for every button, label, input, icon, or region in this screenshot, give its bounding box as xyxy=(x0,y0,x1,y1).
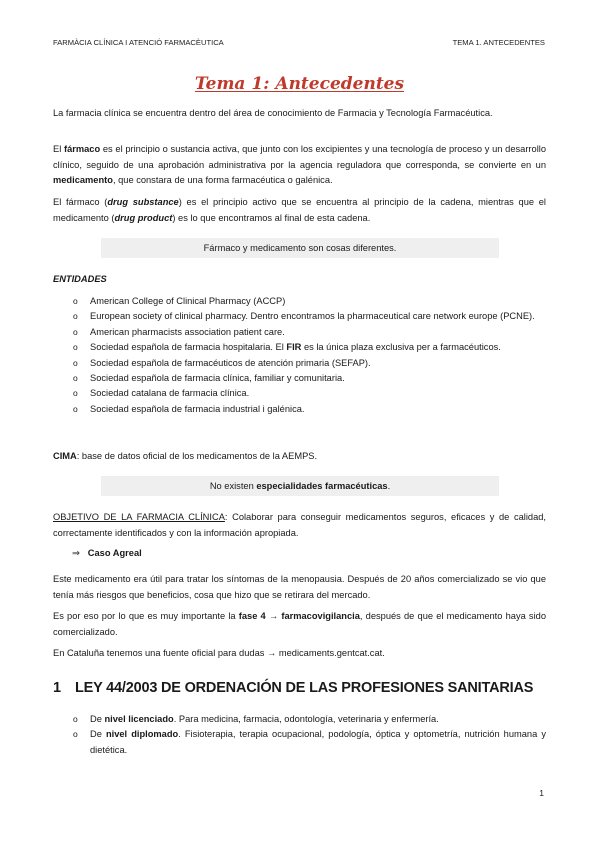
caso-agreal-item: ⇒ Caso Agreal xyxy=(72,548,142,558)
objetivo-paragraph: OBJETIVO DE LA FARMACIA CLÍNICA: Colaborar para conseguir medicamentos seguros, eficaces y de calidad, correctamente identificados y con la información apropiada. xyxy=(53,512,547,538)
running-header-right: TEMA 1. ANTECEDENTES xyxy=(452,38,545,47)
list-item: o De nivel diplomado. Fisioterapia, terapia ocupacional, podología, óptica y optometría, nutrición humana y dietética. xyxy=(66,727,546,758)
entidades-heading: ENTIDADES xyxy=(53,274,107,284)
list-item: o Sociedad española de farmacéuticos de atención primaria (SEFAP). xyxy=(66,356,546,371)
double-arrow-icon: ⇒ xyxy=(72,548,80,558)
section-heading: 1 LEY 44/2003 DE ORDENACIÓN DE LAS PROFESIONES SANITARIAS xyxy=(53,680,534,696)
page-number: 1 xyxy=(539,788,544,798)
running-header-left: FARMÀCIA CLÍNICA I ATENCIÓ FARMACÈUTICA xyxy=(53,38,224,47)
page-title: Tema 1: Antecedentes xyxy=(194,74,405,94)
entidades-list xyxy=(66,294,546,417)
farmaco-paragraph: El fármaco es el principio o sustancia activa, que junto con los excipientes y una tecnología de proceso y un desarrollo clínico, seguido de una aprobación administrativa por la agencia reguladora que corresponda, se convierte en un medicamento, que constara de una forma farmacéutica o galénica. xyxy=(53,144,546,186)
list-item: o American pharmacists association patient care. xyxy=(66,325,546,340)
highlight-box-especialidades: No existen especialidades farmacéuticas. xyxy=(101,476,499,496)
drug-substance-paragraph: El fármaco (drug substance) es el principio activo que se encuentra al principio de la cadena, mientras que el medicamento (drug product) es lo que encontramos al final de esta cadena. xyxy=(53,197,546,223)
cataluna-paragraph: En Cataluña tenemos una fuente oficial para dudas → medicaments.gentcat.cat. xyxy=(53,648,385,658)
list-item: o Sociedad española de farmacia hospitalaria. El FIR es la única plaza exclusiva per a farmacéuticos. xyxy=(66,340,546,355)
cima-paragraph: CIMA: base de datos oficial de los medicamentos de la AEMPS. xyxy=(53,451,318,461)
list-item: o Sociedad española de farmacia clínica, familiar y comunitaria. xyxy=(66,371,546,386)
intro-paragraph: La farmacia clínica se encuentra dentro del área de conocimiento de Farmacia y Tecnología Farmacéutica. xyxy=(53,108,493,118)
agreal-paragraph: Este medicamento era útil para tratar los síntomas de la menopausia. Después de 20 años comercializado se vio que tenía más riesgos que beneficios, cosa que hizo que se retirara del mercado. xyxy=(53,574,546,600)
ley-list xyxy=(66,712,546,758)
list-item: o De nivel licenciado. Para medicina, farmacia, odontología, veterinaria y enfermería. xyxy=(66,712,546,727)
farmacovigilancia-paragraph: Es por eso por lo que es muy importante la fase 4 → farmacovigilancia, después de que el medicamento haya sido comercializado. xyxy=(53,611,546,637)
list-item: o European society of clinical pharmacy. Dentro encontramos la pharmaceutical care network europe (PCNE). xyxy=(66,309,546,324)
list-item: o Sociedad española de farmacia industrial i galénica. xyxy=(66,402,546,417)
list-item: o American College of Clinical Pharmacy (ACCP) xyxy=(66,294,546,309)
highlight-box-farmaco: Fármaco y medicamento son cosas diferentes. xyxy=(101,238,499,258)
list-item: o Sociedad catalana de farmacia clínica. xyxy=(66,386,546,401)
